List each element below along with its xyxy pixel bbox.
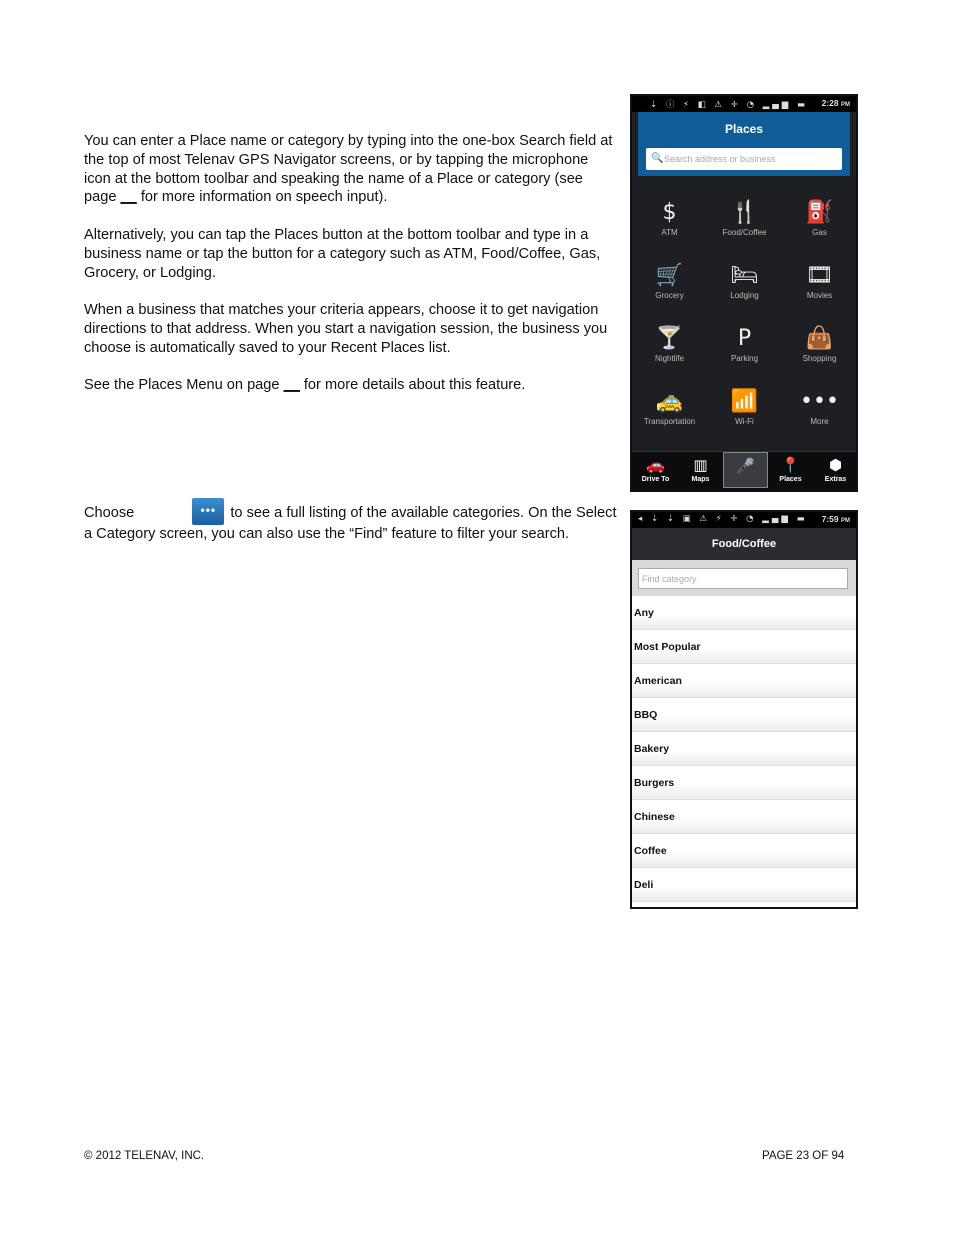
intro-text-a: You can enter a Place name or category by typing into the one-box Search field at the top of most Telenav GPS Navigator screens, or by tapping the microphone icon at the bottom toolbar and speaking the name of a Place or category (see page bbox=[84, 133, 613, 206]
category-lodging[interactable] bbox=[707, 255, 782, 318]
toolbar-label: Places bbox=[779, 476, 802, 483]
category-label: Parking bbox=[730, 354, 759, 363]
toolbar-drive-to-button[interactable] bbox=[633, 452, 678, 490]
list-item[interactable]: Bakery bbox=[632, 732, 856, 766]
list-item[interactable]: BBQ bbox=[632, 698, 856, 732]
bottom-toolbar bbox=[632, 451, 856, 490]
time-suffix: PM bbox=[841, 102, 850, 108]
choose-paragraph bbox=[84, 498, 619, 544]
fork-cup-icon: 🍴 bbox=[730, 200, 759, 225]
list-item[interactable]: Burgers bbox=[632, 766, 856, 800]
category-nightlife[interactable] bbox=[632, 318, 707, 381]
toolbar-places-button[interactable] bbox=[768, 452, 813, 490]
category-gas[interactable] bbox=[782, 192, 857, 255]
taxi-icon: 🚕 bbox=[655, 389, 684, 414]
toolbar-label: Maps bbox=[691, 476, 710, 483]
category-label: Transportation bbox=[643, 417, 696, 426]
toolbar-label: Drive To bbox=[641, 476, 670, 483]
footer-copyright: © 2012 TELENAV, INC. bbox=[84, 1150, 205, 1162]
page-ref-blank-2: __ bbox=[283, 377, 300, 393]
find-category-input[interactable]: Find category bbox=[638, 568, 848, 589]
status-time bbox=[822, 98, 850, 108]
choose-text-a: Choose bbox=[84, 505, 135, 521]
places-text-b: for more details about this feature. bbox=[299, 377, 526, 393]
find-bar bbox=[632, 560, 856, 596]
microphone-icon: 🎤 bbox=[736, 457, 755, 475]
list-item[interactable]: Most Popular bbox=[632, 630, 856, 664]
status-time-2 bbox=[822, 514, 850, 524]
category-label: Nightlife bbox=[655, 354, 684, 363]
category-label: Grocery bbox=[655, 291, 684, 300]
category-shopping[interactable] bbox=[782, 318, 857, 381]
status-bar bbox=[632, 96, 856, 112]
list-item[interactable]: Deli bbox=[632, 868, 856, 902]
status-icons-2: ◂ ⇣ ⇣ ▣ ⚠ ⚡ ✛ ◔ ▂▄▆ ▬ bbox=[638, 514, 808, 524]
food-coffee-title: Food/Coffee bbox=[632, 528, 856, 560]
places-menu-paragraph bbox=[84, 376, 619, 395]
parking-icon: P bbox=[737, 326, 752, 351]
list-item[interactable]: Chinese bbox=[632, 800, 856, 834]
category-label: Lodging bbox=[730, 291, 759, 300]
category-grocery[interactable] bbox=[632, 255, 707, 318]
toolbar-extras-button[interactable] bbox=[813, 452, 858, 490]
more-icon: ••• bbox=[800, 389, 839, 414]
category-list bbox=[632, 596, 856, 902]
dollar-icon: $ bbox=[662, 200, 677, 225]
food-coffee-screenshot bbox=[630, 510, 858, 909]
category-atm[interactable] bbox=[632, 192, 707, 255]
places-title: Places bbox=[724, 122, 764, 136]
bag-icon: 👜 bbox=[805, 326, 834, 351]
search-placeholder: Search address or business bbox=[664, 154, 776, 164]
category-more[interactable] bbox=[782, 381, 857, 444]
pin-icon: 📍 bbox=[781, 456, 800, 474]
cocktail-icon: 🍸 bbox=[655, 326, 684, 351]
business-paragraph: When a business that matches your criteria appears, choose it to get navigation directions to that address. When you start a navigation session, the business you choose is automatically saved to your Recent Places list. bbox=[84, 302, 608, 356]
category-transportation[interactable] bbox=[632, 381, 707, 444]
alternative-paragraph: Alternatively, you can tap the Places button at the bottom toolbar and type in a business name or tap the button for a category such as ATM, Food/Coffee, Gas, Grocery, or Lodging. bbox=[84, 227, 601, 281]
category-label: Gas bbox=[812, 228, 827, 237]
map-icon: ▥ bbox=[693, 456, 708, 474]
category-food-coffee[interactable] bbox=[707, 192, 782, 255]
more-dots: ••• bbox=[200, 503, 217, 517]
category-label: Shopping bbox=[802, 354, 837, 363]
list-item[interactable]: American bbox=[632, 664, 856, 698]
time-suffix-2: PM bbox=[841, 518, 850, 524]
film-reel-icon: 🎞 bbox=[805, 263, 834, 288]
footer-page-number: PAGE 23 OF 94 bbox=[762, 1150, 845, 1162]
category-movies[interactable] bbox=[782, 255, 857, 318]
cube-icon: ⬢ bbox=[828, 456, 843, 474]
status-bar-2 bbox=[632, 512, 856, 528]
category-label: Food/Coffee bbox=[722, 228, 767, 237]
time-value: 2:28 bbox=[821, 98, 839, 108]
category-label: Movies bbox=[806, 291, 833, 300]
category-label: More bbox=[810, 417, 829, 426]
intro-paragraph bbox=[84, 132, 619, 207]
status-icons: ⇣ ⓘ ⚡ ◧ ⚠ ✛ ◔ ▂▄▆ ▬ bbox=[650, 100, 809, 110]
toolbar-speak-button[interactable] bbox=[723, 452, 768, 488]
page-ref-blank: __ bbox=[120, 189, 137, 206]
category-parking[interactable] bbox=[707, 318, 782, 381]
category-wi-fi[interactable] bbox=[707, 381, 782, 444]
list-item[interactable]: Coffee bbox=[632, 834, 856, 868]
time-value-2: 7:59 bbox=[821, 514, 839, 524]
cart-icon: 🛒 bbox=[655, 263, 684, 288]
places-text-a: See the Places Menu on page bbox=[84, 377, 284, 393]
gas-pump-icon: ⛽ bbox=[805, 200, 834, 225]
places-header bbox=[638, 112, 850, 176]
list-item[interactable]: Any bbox=[632, 596, 856, 630]
more-button-icon bbox=[192, 498, 224, 525]
bed-icon: 🛏 bbox=[730, 263, 759, 288]
choose-text-b: to see a full listing of the available categories. On the Select a Category screen, you can also use the “Find” feature to filter your search. bbox=[84, 505, 617, 542]
search-icon: 🔍 bbox=[651, 153, 664, 164]
category-label: ATM bbox=[661, 228, 678, 237]
toolbar-maps-button[interactable] bbox=[678, 452, 723, 490]
intro-text-b: for more information on speech input). bbox=[136, 189, 388, 206]
places-screenshot bbox=[630, 94, 858, 492]
toolbar-label: Extras bbox=[824, 476, 847, 483]
search-input[interactable] bbox=[646, 148, 842, 170]
car-icon: 🚗 bbox=[646, 456, 665, 474]
category-label: Wi-Fi bbox=[735, 417, 754, 426]
wifi-icon: 📶 bbox=[730, 389, 759, 414]
